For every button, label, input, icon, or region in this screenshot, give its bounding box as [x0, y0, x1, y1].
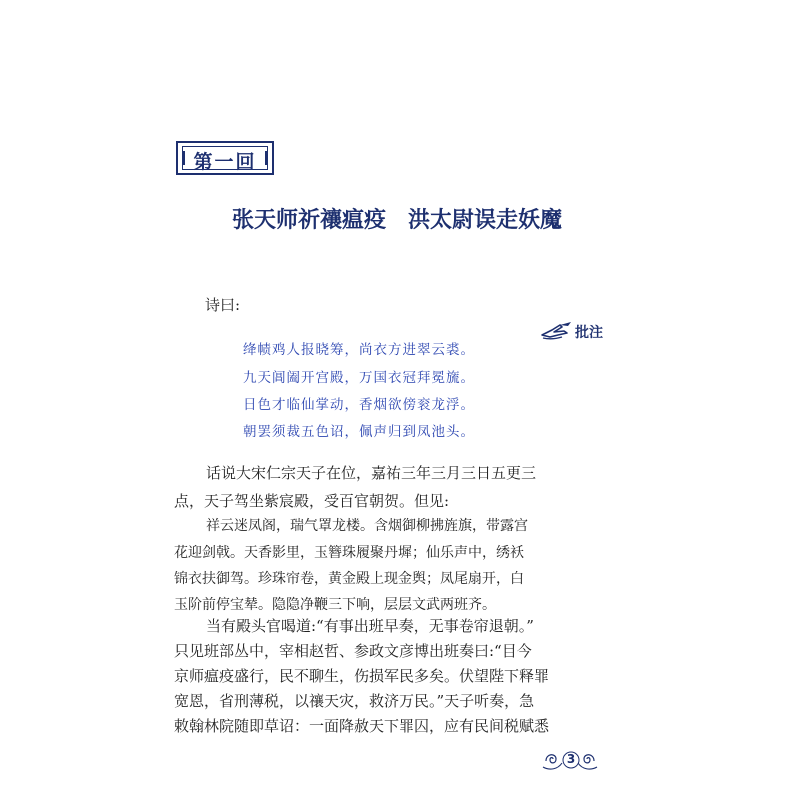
- text-line: 锦衣扶御驾。珍珠帘卷，黄金殿上现金舆；凤尾扇开，白: [174, 571, 524, 587]
- pen-hand-icon: [540, 321, 574, 341]
- annotation-label: 批注: [575, 325, 603, 341]
- text-line: 玉阶前停宝辇。隐隐净鞭三下响，层层文武两班齐。: [174, 597, 496, 613]
- text-line: 敕翰林院随即草诏：一面降赦天下罪囚，应有民间税赋悉: [174, 717, 550, 735]
- poem-line: 朝罢须裁五色诏，佩声归到凤池头。: [243, 424, 475, 440]
- poem-line: 绛帻鸡人报晓筹，尚衣方进翠云裘。: [243, 342, 475, 358]
- poem-line: 九天阊阖开宫殿，万国衣冠拜冕旒。: [243, 370, 475, 386]
- chapter-badge: [176, 141, 274, 175]
- text-line: 京师瘟疫盛行，民不聊生，伤损军民多矣。伏望陛下释罪: [174, 667, 550, 685]
- text-line: 花迎剑戟。天香影里，玉簪珠履聚丹墀；仙乐声中，绣袄: [174, 545, 524, 561]
- text-line: 话说大宋仁宗天子在位，嘉祐三年三月三日五更三: [206, 464, 537, 482]
- text-line: 祥云迷凤阁，瑞气罩龙楼。含烟御柳拂旌旗，带露宫: [206, 518, 528, 534]
- page-number-ornament: [540, 745, 600, 775]
- text-line: 点，天子驾坐紫宸殿，受百官朝贺。但见:: [174, 492, 450, 510]
- page-number: 3: [566, 752, 576, 766]
- poem-intro: 诗曰:: [205, 296, 241, 314]
- text-line: 宽恩，省刑薄税，以禳天灾，救济万民。”天子听奏，急: [174, 692, 535, 710]
- text-line: 当有殿头官喝道:“有事出班早奏，无事卷帘退朝。”: [206, 617, 534, 635]
- chapter-number: 第一回: [193, 151, 257, 173]
- text-line: 只见班部丛中，宰相赵哲、参政文彦博出班奏曰:“目今: [174, 642, 532, 660]
- poem-line: 日色才临仙掌动，香烟欲傍衮龙浮。: [243, 397, 475, 413]
- chapter-title: 张天师祈禳瘟疫 洪太尉误走妖魔: [232, 208, 563, 233]
